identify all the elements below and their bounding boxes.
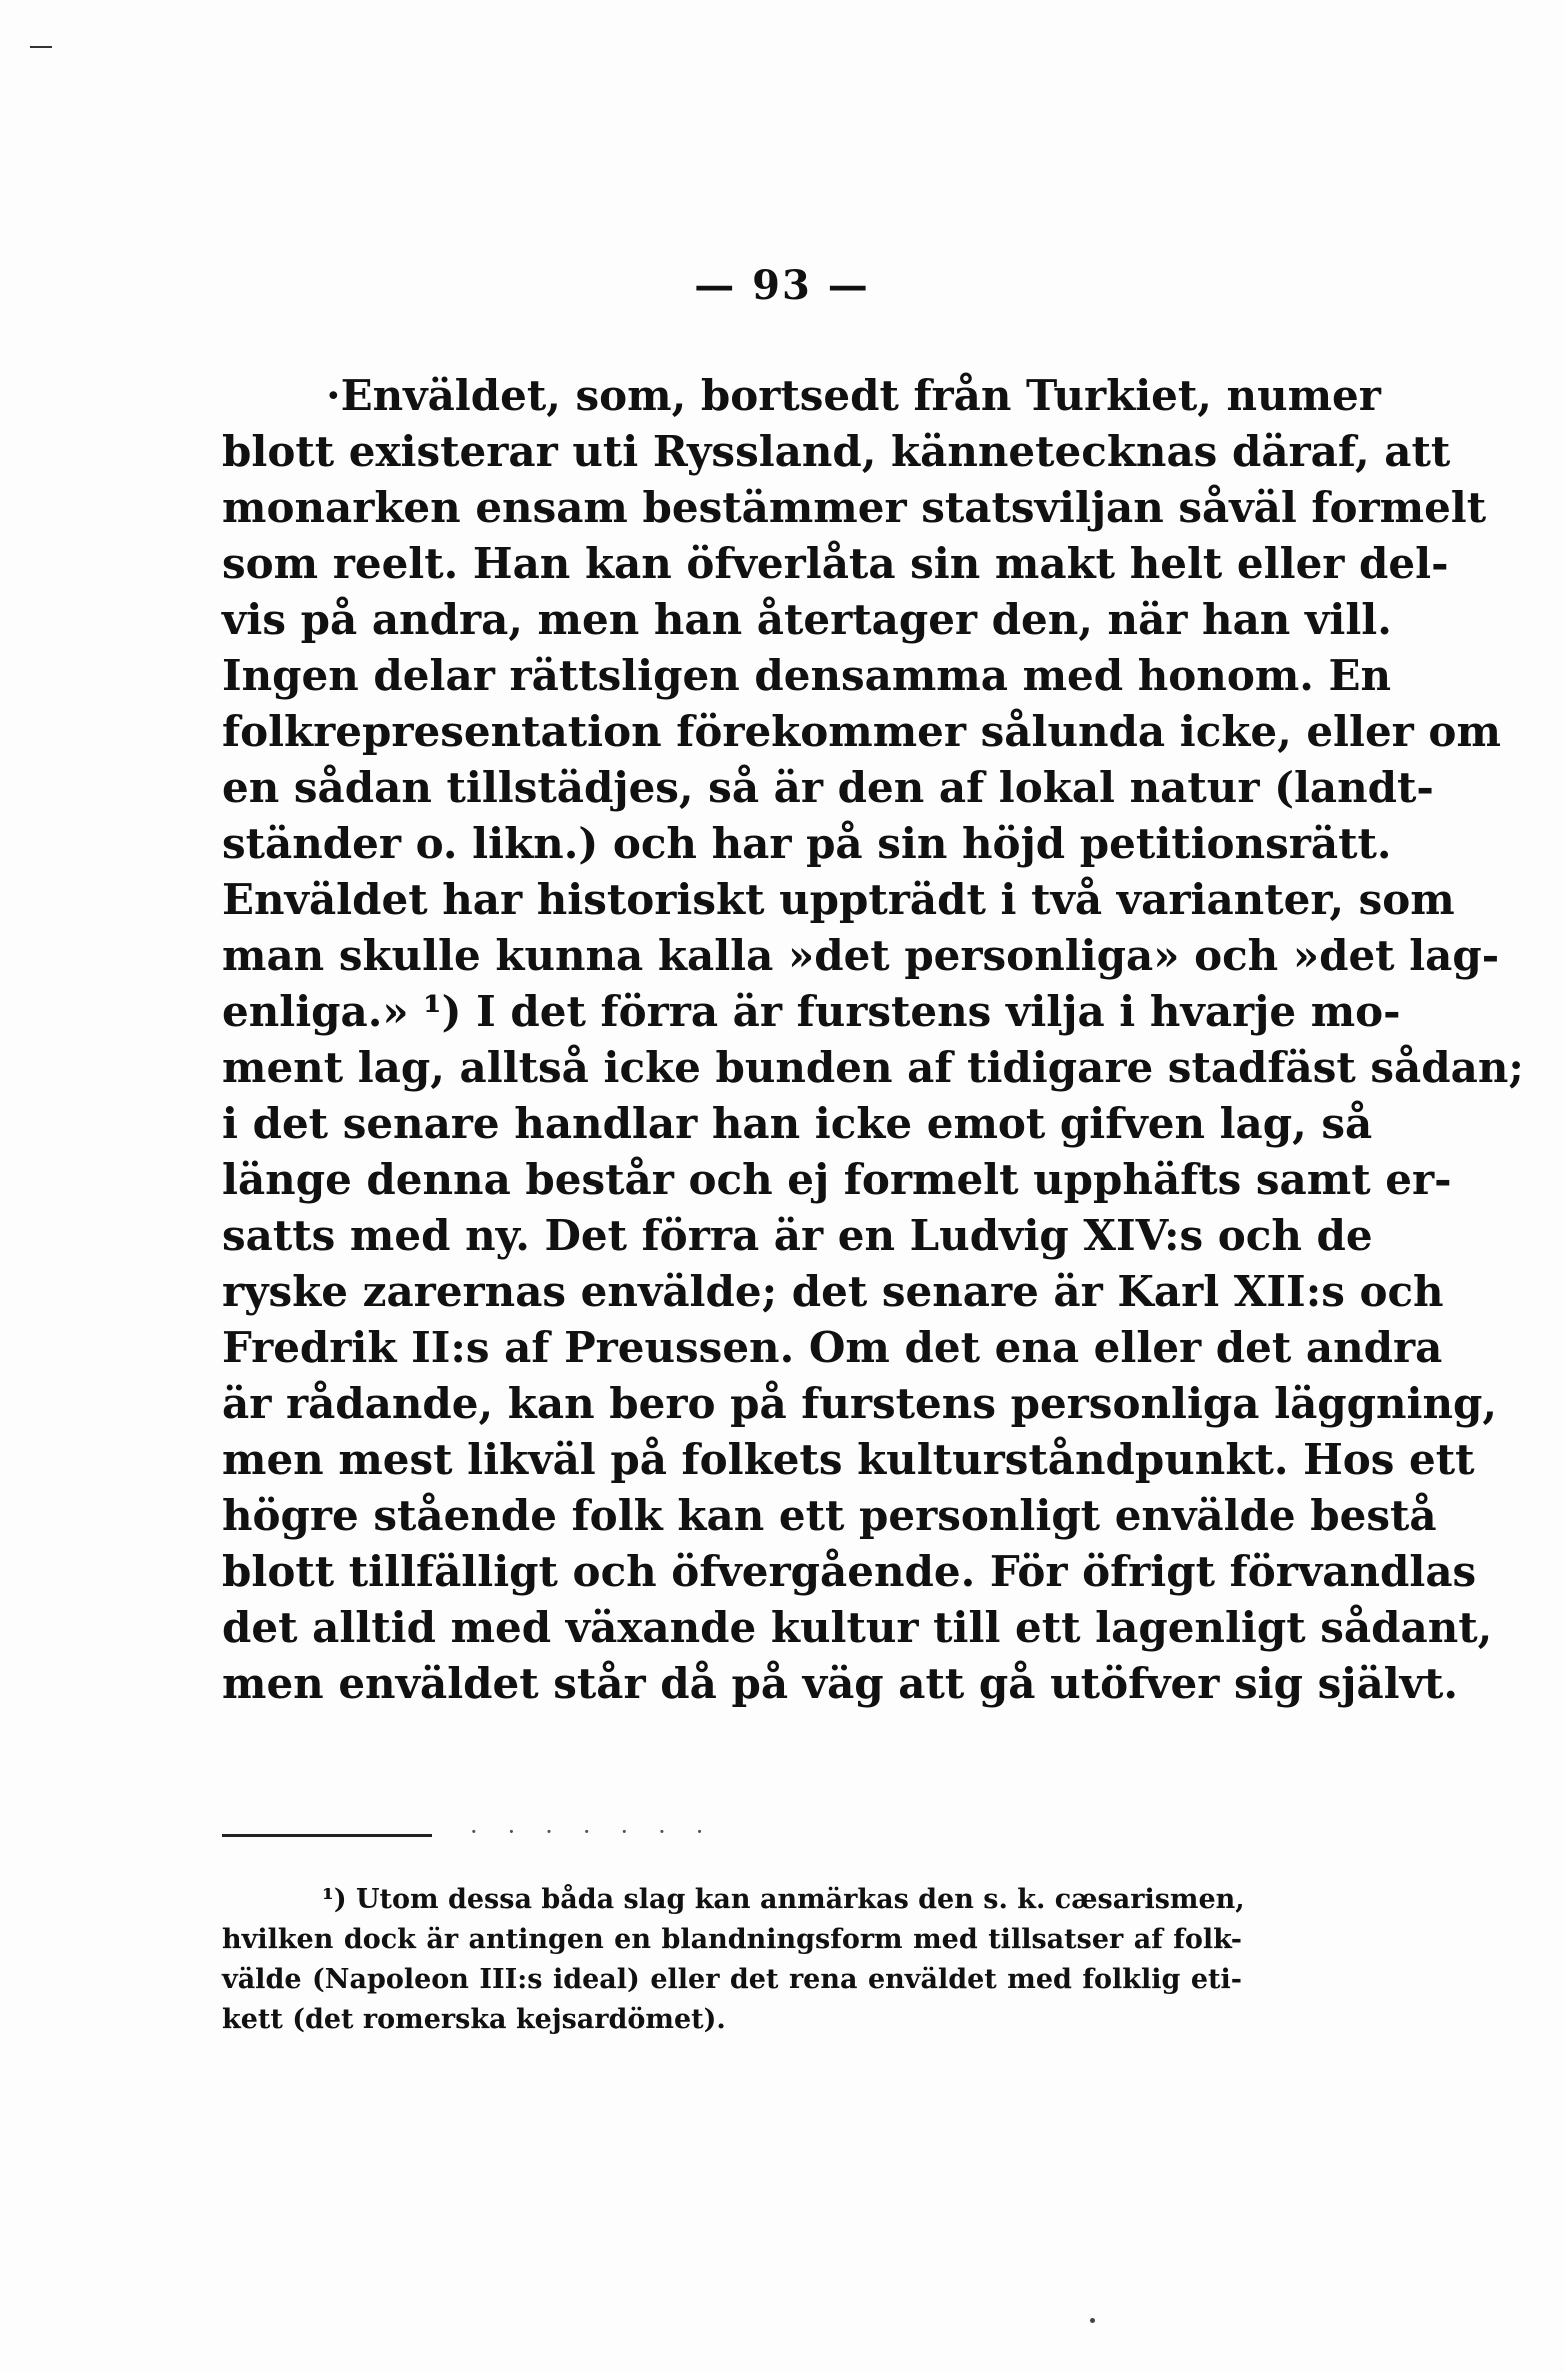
body-line: ständer o. likn.) och har på sin höjd petitionsrätt. <box>222 819 1392 868</box>
body-line: ment lag, alltså icke bunden af tidigare stadfäst sådan; <box>222 1043 1524 1092</box>
body-line: man skulle kunna kalla »det personliga» och »det lag- <box>222 931 1500 980</box>
body-line: monarken ensam bestämmer statsviljan såväl formelt <box>222 483 1487 532</box>
body-line: som reelt. Han kan öfverlåta sin makt helt eller del- <box>222 539 1449 588</box>
body-line: det alltid med växande kultur till ett lagenligt sådant, <box>222 1603 1493 1652</box>
body-line: Ingen delar rättsligen densamma med honom. En <box>222 651 1392 700</box>
body-line: men enväldet står då på väg att gå utöfver sig självt. <box>222 1659 1459 1708</box>
body-line: men mest likväl på folkets kulturståndpunkt. Hos ett <box>222 1435 1475 1484</box>
footnote-line: kett (det romerska kejsardömet). <box>222 2004 726 2035</box>
body-line: vis på andra, men han återtager den, när han vill. <box>222 595 1392 644</box>
body-line: högre stående folk kan ett personligt envälde bestå <box>222 1491 1437 1540</box>
body-line: folkrepresentation förekommer sålunda icke, eller om <box>222 707 1501 756</box>
body-line: ·Enväldet, som, bortsedt från Turkiet, numer <box>326 371 1381 420</box>
body-line: Fredrik II:s af Preussen. Om det ena eller det andra <box>222 1323 1443 1372</box>
body-line: satts med ny. Det förra är en Ludvig XIV:s och de <box>222 1211 1373 1260</box>
footnote-separator-rule <box>222 1834 432 1837</box>
body-line: enliga.» ¹) I det förra är furstens vilja i hvarje mo- <box>222 987 1401 1036</box>
footnote-line: välde (Napoleon III:s ideal) eller det rena enväldet med folklig eti- <box>222 1964 1242 1995</box>
page-number: — 93 — <box>694 262 870 309</box>
body-line: Enväldet har historiskt uppträdt i två varianter, som <box>222 875 1455 924</box>
body-line: blott tillfälligt och öfvergående. För öfrigt förvandlas <box>222 1547 1477 1596</box>
footnote <box>222 1880 1245 2040</box>
body-text <box>222 368 1524 1712</box>
footnote-line: ¹) Utom dessa båda slag kan anmärkas den s. k. cæsarismen, <box>322 1884 1245 1915</box>
body-line: en sådan tillstädjes, så är den af lokal natur (landt- <box>222 763 1434 812</box>
body-line: blott existerar uti Ryssland, kännetecknas däraf, att <box>222 427 1451 476</box>
scan-corner-mark <box>30 46 52 48</box>
body-line: länge denna består och ej formelt upphäfts samt er- <box>222 1155 1452 1204</box>
body-line: i det senare handlar han icke emot gifven lag, så <box>222 1099 1373 1148</box>
footnote-line: hvilken dock är antingen en blandningsform med tillsatser af folk- <box>222 1924 1242 1955</box>
scan-speck <box>1090 2318 1095 2323</box>
scan-noise-dots: ······· <box>470 1818 734 1846</box>
body-line: ryske zarernas envälde; det senare är Karl XII:s och <box>222 1267 1444 1316</box>
body-line: är rådande, kan bero på furstens personliga läggning, <box>222 1379 1498 1428</box>
